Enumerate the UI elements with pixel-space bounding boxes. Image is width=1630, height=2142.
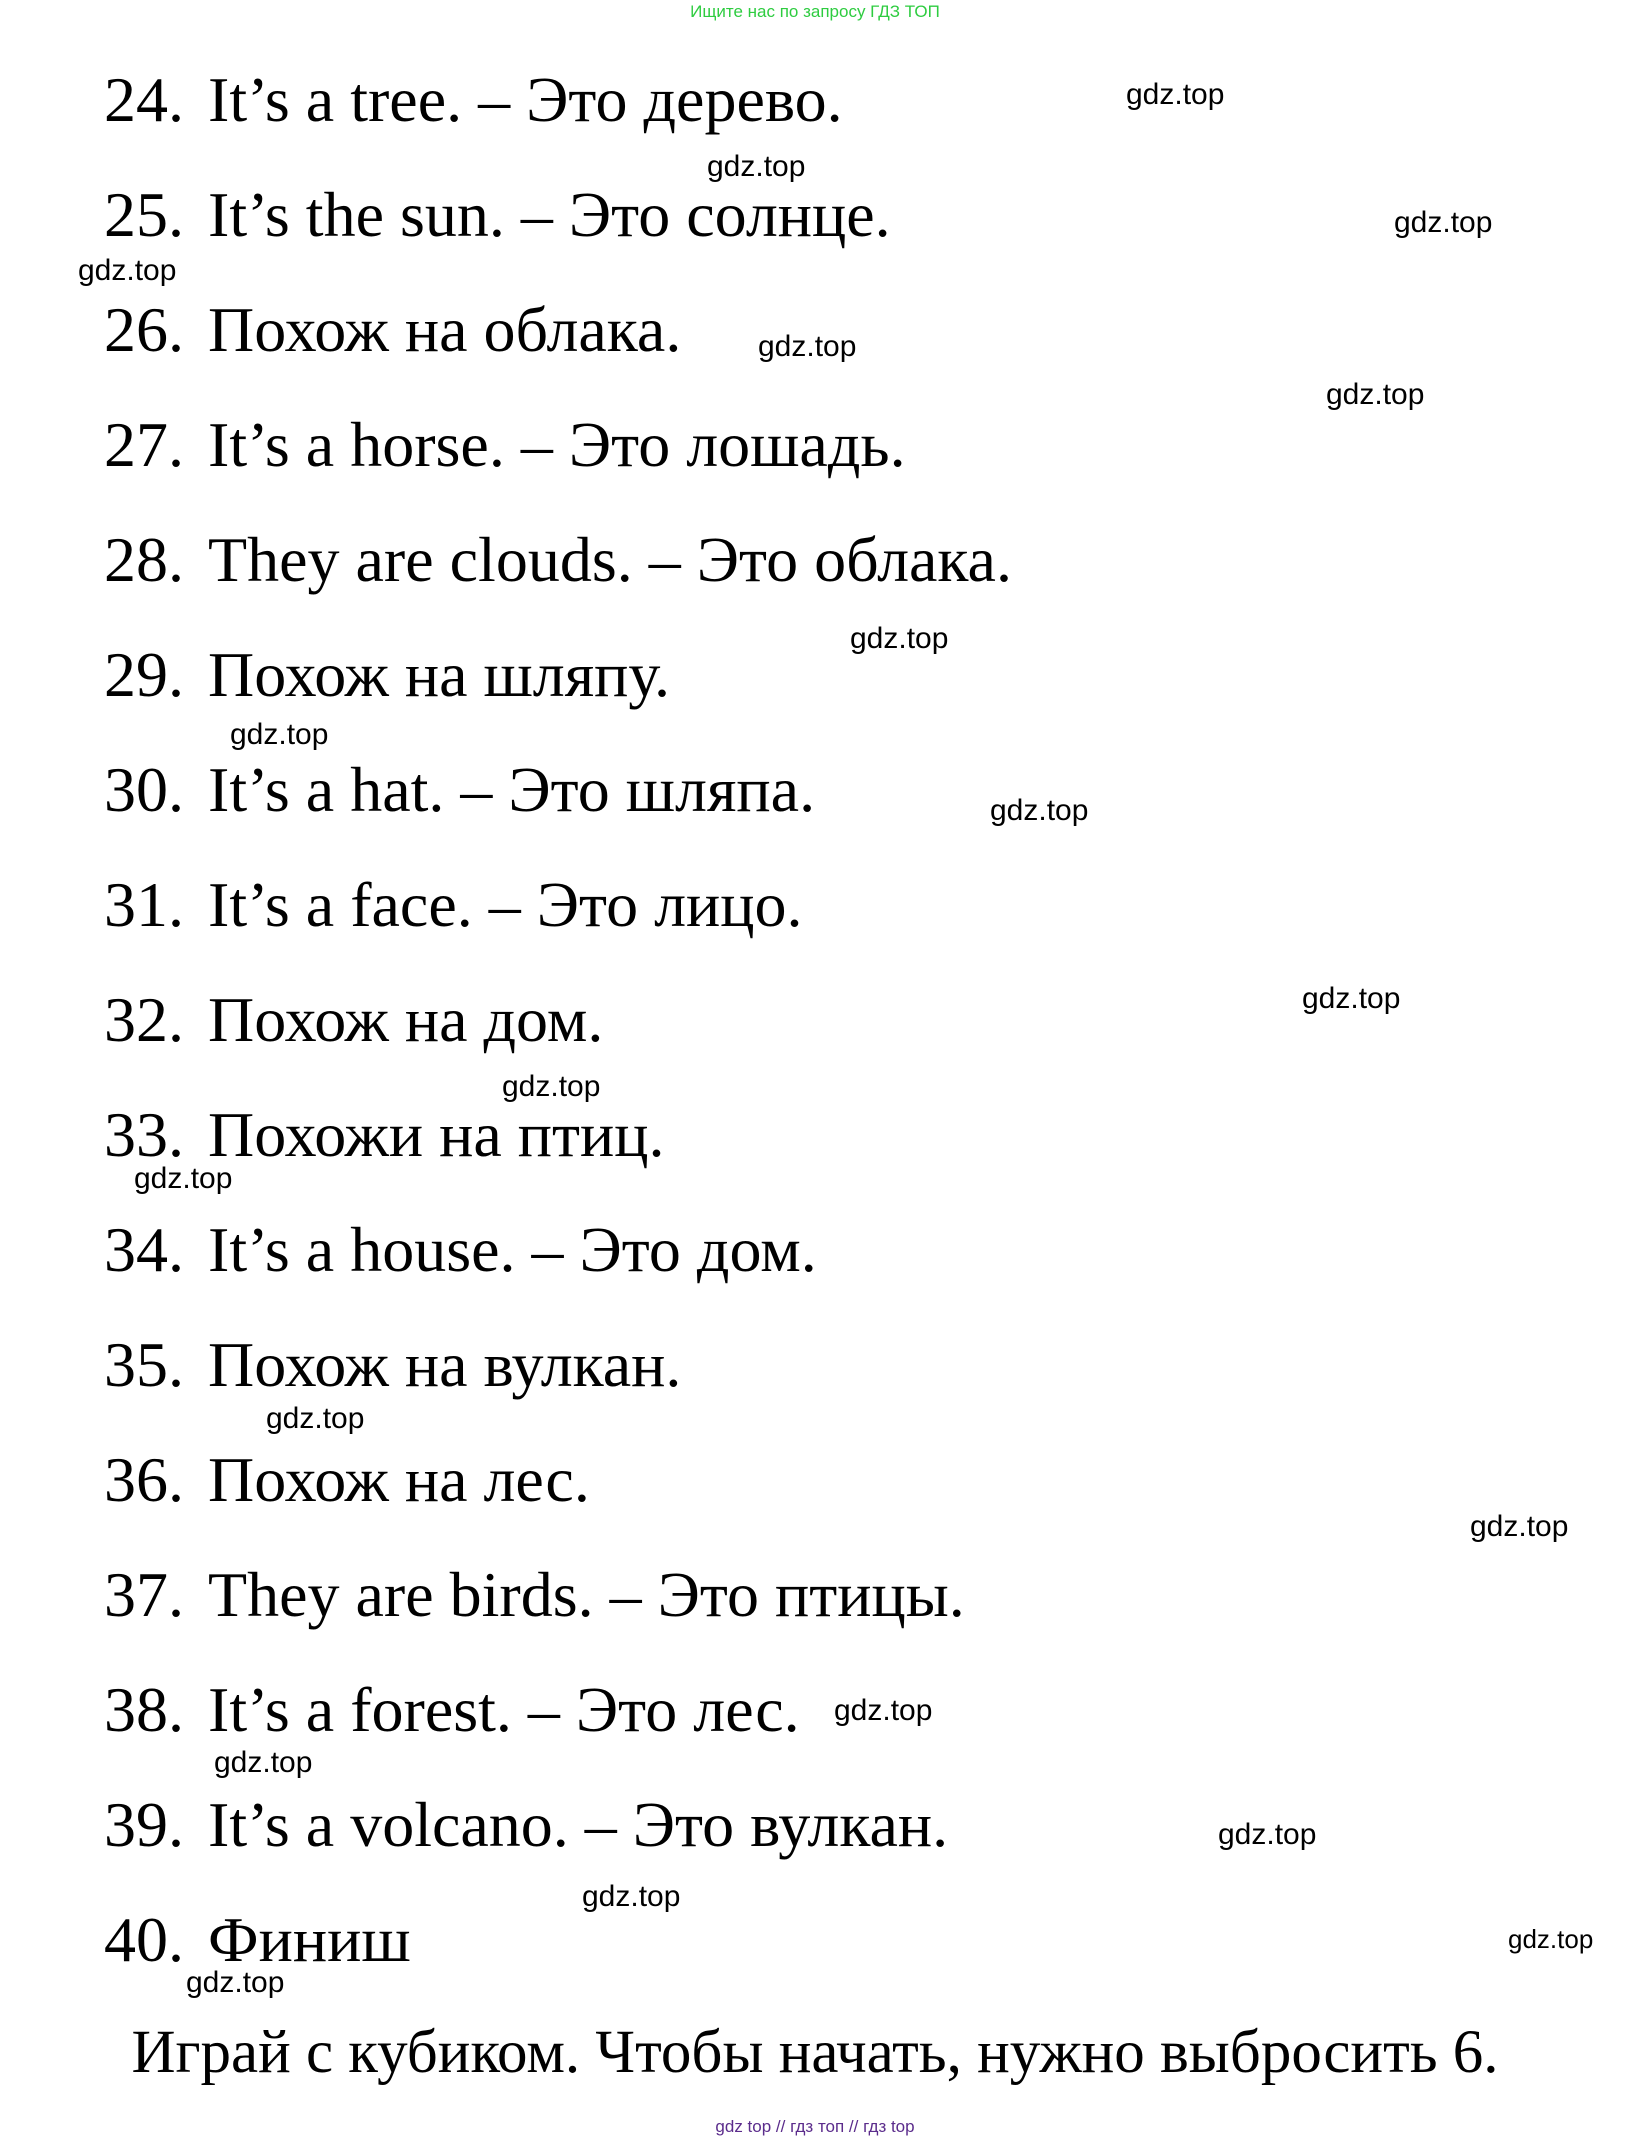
exercise-line — [104, 639, 670, 710]
line-text: It’s a tree. – Это дерево. — [208, 64, 843, 135]
line-number: 39. — [104, 1789, 184, 1860]
watermark: gdz.top — [707, 150, 806, 183]
exercise-line — [104, 1214, 817, 1285]
line-number: 26. — [104, 294, 184, 365]
exercise-line — [104, 984, 604, 1055]
watermark: gdz.top — [266, 1402, 365, 1435]
line-text: It’s a horse. – Это лошадь. — [208, 409, 906, 480]
line-text: It’s the sun. – Это солнце. — [208, 179, 891, 250]
watermark: gdz.top — [1470, 1510, 1569, 1543]
watermark: gdz.top — [214, 1746, 313, 1779]
line-text: They are clouds. – Это облака. — [208, 524, 1012, 595]
watermark: gdz.top — [230, 718, 329, 751]
footer-note: gdz top // гдз топ // гдз top — [715, 2117, 915, 2136]
exercise-line — [104, 1444, 590, 1515]
watermark: gdz.top — [1302, 982, 1401, 1015]
line-number: 35. — [104, 1329, 184, 1400]
exercise-line — [104, 754, 816, 825]
watermark: gdz.top — [186, 1966, 285, 1999]
line-text: Похож на вулкан. — [208, 1329, 682, 1400]
exercise-line — [104, 1329, 682, 1400]
exercise-line — [104, 1904, 411, 1975]
exercise-line — [104, 409, 906, 480]
line-text: Похож на облака. — [208, 294, 682, 365]
watermark: gdz.top — [502, 1070, 601, 1103]
exercise-line — [104, 869, 803, 940]
line-number: 33. — [104, 1099, 184, 1170]
line-text: Похож на дом. — [208, 984, 604, 1055]
watermark: gdz.top — [834, 1694, 933, 1727]
line-number: 27. — [104, 409, 184, 480]
line-number: 36. — [104, 1444, 184, 1515]
watermark: gdz.top — [1126, 78, 1225, 111]
exercise-line — [104, 1674, 800, 1745]
header-search-note: Ищите нас по запросу ГДЗ ТОП — [690, 2, 940, 21]
watermark: gdz.top — [134, 1162, 233, 1195]
exercise-line — [104, 524, 1012, 595]
line-text: Финиш — [208, 1904, 411, 1975]
line-number: 25. — [104, 179, 184, 250]
line-number: 37. — [104, 1559, 184, 1630]
watermark: gdz.top — [78, 254, 177, 287]
line-number: 24. — [104, 64, 184, 135]
watermark: gdz.top — [1218, 1818, 1317, 1851]
line-number: 28. — [104, 524, 184, 595]
watermark: gdz.top — [1394, 206, 1493, 239]
watermark: gdz.top — [1326, 378, 1425, 411]
line-text: It’s a volcano. – Это вулкан. — [208, 1789, 949, 1860]
game-instruction: Играй с кубиком. Чтобы начать, нужно выбросить 6. — [131, 2019, 1499, 2086]
line-text: It’s a house. – Это дом. — [208, 1214, 817, 1285]
line-text: They are birds. – Это птицы. — [208, 1559, 965, 1630]
watermark: gdz.top — [758, 330, 857, 363]
line-text: It’s a forest. – Это лес. — [208, 1674, 800, 1745]
line-number: 29. — [104, 639, 184, 710]
line-number: 30. — [104, 754, 184, 825]
watermark: gdz.top — [582, 1880, 681, 1913]
exercise-line — [104, 1099, 665, 1170]
line-text: Похож на шляпу. — [208, 639, 670, 710]
line-number: 32. — [104, 984, 184, 1055]
line-text: It’s a hat. – Это шляпа. — [208, 754, 816, 825]
watermark: gdz.top — [990, 794, 1089, 827]
watermark: gdz.top — [1508, 1924, 1594, 1954]
exercise-line — [104, 64, 843, 135]
line-text: Похожи на птиц. — [208, 1099, 665, 1170]
watermark: gdz.top — [850, 622, 949, 655]
exercise-line — [104, 294, 682, 365]
line-text: It’s a face. – Это лицо. — [208, 869, 803, 940]
line-number: 40. — [104, 1904, 184, 1975]
line-number: 38. — [104, 1674, 184, 1745]
exercise-line — [104, 1789, 949, 1860]
line-number: 34. — [104, 1214, 184, 1285]
line-text: Похож на лес. — [208, 1444, 590, 1515]
line-number: 31. — [104, 869, 184, 940]
exercise-line — [104, 1559, 965, 1630]
exercise-line — [104, 179, 891, 250]
